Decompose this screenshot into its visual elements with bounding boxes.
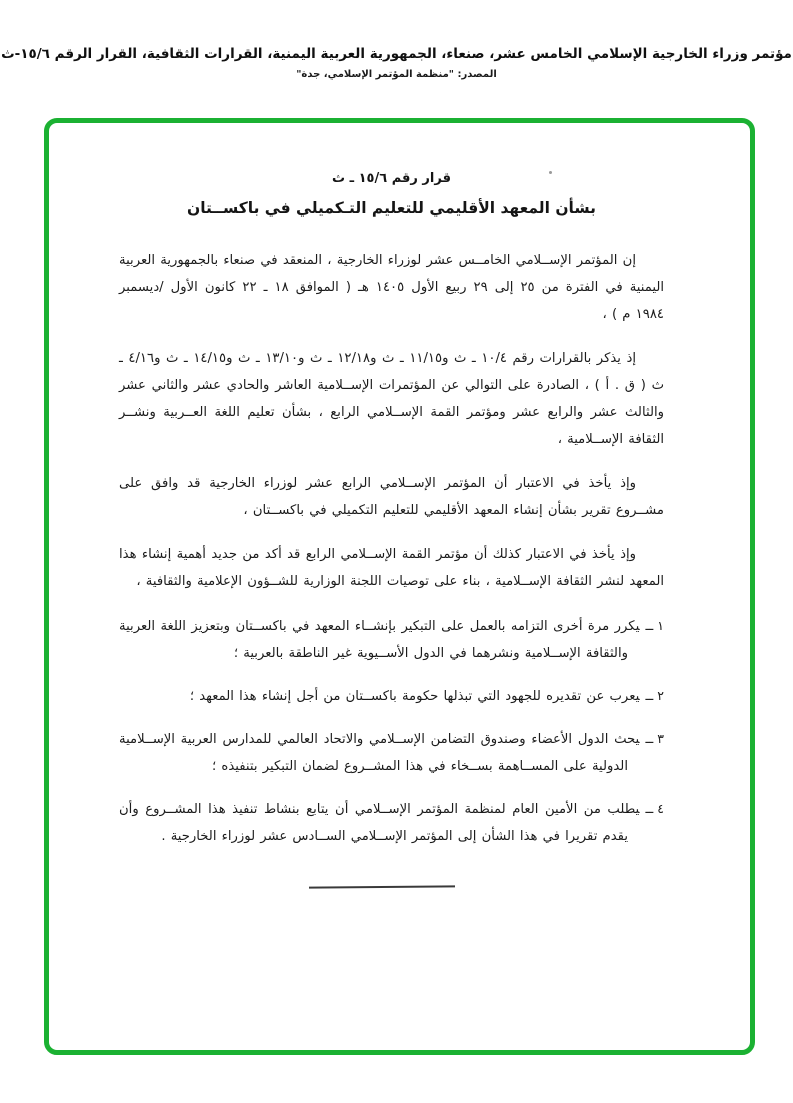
resolution-item bbox=[119, 682, 664, 710]
item-number: ١ bbox=[657, 618, 664, 633]
document-frame bbox=[44, 118, 755, 1055]
resolution-body bbox=[119, 247, 664, 888]
item-number: ٤ bbox=[657, 801, 664, 816]
item-dash: ــ bbox=[645, 802, 654, 817]
resolution-item bbox=[119, 795, 664, 850]
item-text: يعرب عن تقديره للجهود التي تبذلها حكومة باكســتان من أجل إنشاء هذا المعهد ؛ bbox=[189, 689, 640, 704]
end-of-resolution-divider bbox=[309, 885, 455, 888]
preamble-paragraph: إذ يذكر بالقرارات رقم ١٠/٤ ـ ث و١١/١٥ ـ ث و١٢/١٨ ـ ث و١٣/١٠ ـ ث و١٤/١٥ ـ ث و٤/١٦ ـ ث ( ق . أ ) ، الصادرة على التوالي عن المؤتمرات الإســلامية العاشر والحادي عشر والثاني عشر والثالث عشر والرابع عشر ومؤتمر القمة الإســلامي الرابع ، بشأن تعليم اللغة العــربية ونشــر الثقافة الإســلامية ، bbox=[119, 351, 664, 447]
item-text: يطلب من الأمين العام لمنظمة المؤتمر الإســلامي أن يتابع بنشاط تنفيذ هذا المشــروع وأن يقدم تقريرا في هذا الشأن إلى المؤتمر الإســلامي الســادس عشر لوزراء الخارجية . bbox=[119, 802, 640, 844]
item-dash: ــ bbox=[645, 732, 654, 747]
resolution-subject-title: بشأن المعهد الأقليمي للتعليم التـكميلي في باكســتان bbox=[187, 199, 596, 217]
item-text: يكرر مرة أخرى التزامه بالعمل على التبكير بإنشــاء المعهد في باكســتان وبتعزيز اللغة العربية والثقافة الإســلامية ونشرهما في الدول الأســيوية غير الناطقة بالعربية ؛ bbox=[119, 619, 640, 661]
document-source-header bbox=[0, 46, 793, 80]
resolution-item bbox=[119, 725, 664, 780]
preamble-paragraph: إن المؤتمر الإســلامي الخامــس عشر لوزراء الخارجية ، المنعقد في صنعاء بالجمهورية العربية اليمنية في الفترة من ٢٥ إلى ٢٩ ربيع الأول ١٤٠٥ هـ ( الموافق ١٨ ـ ٢٢ كانون الأول /ديسمبر ١٩٨٤ م ) ، bbox=[119, 253, 665, 322]
item-number: ٢ bbox=[657, 688, 664, 703]
preamble-paragraph: وإذ يأخذ في الاعتبار أن المؤتمر الإســلامي الرابع عشر لوزراء الخارجية قد وافق على مشــروع تقرير بشأن إنشاء المعهد الأقليمي للتعليم التكميلي في باكســتان ، bbox=[119, 476, 664, 518]
item-dash: ــ bbox=[645, 619, 654, 634]
document-content bbox=[119, 171, 664, 888]
item-dash: ــ bbox=[645, 689, 654, 704]
source-attribution-line: المصدر: "منظمة المؤتمر الإسلامي، جدة" bbox=[296, 69, 497, 80]
item-text: يحث الدول الأعضاء وصندوق التضامن الإســلامي والاتحاد العالمي للمدارس العربية الإســلامية الدولية على المســاهمة بســخاء في هذا المشــروع لضمان التبكير بتنفيذه ؛ bbox=[119, 732, 640, 774]
item-number: ٣ bbox=[657, 731, 664, 746]
resolution-item bbox=[119, 612, 664, 667]
conference-title-line: مؤتمر وزراء الخارجية الإسلامي الخامس عشر، صنعاء، الجمهورية العربية اليمنية، القرارات الثقافية، القرار الرقم ١٥/٦-ث bbox=[1, 46, 792, 62]
preamble-paragraph: وإذ يأخذ في الاعتبار كذلك أن مؤتمر القمة الإســلامي الرابع قد أكد من جديد أهمية إنشاء هذا المعهد لنشر الثقافة الإســلامية ، بناء على توصيات اللجنة الوزارية للشــؤون الإعلامية والثقافية ، bbox=[119, 547, 664, 589]
resolution-number-title: قرار رقم ١٥/٦ ـ ث bbox=[332, 171, 451, 186]
